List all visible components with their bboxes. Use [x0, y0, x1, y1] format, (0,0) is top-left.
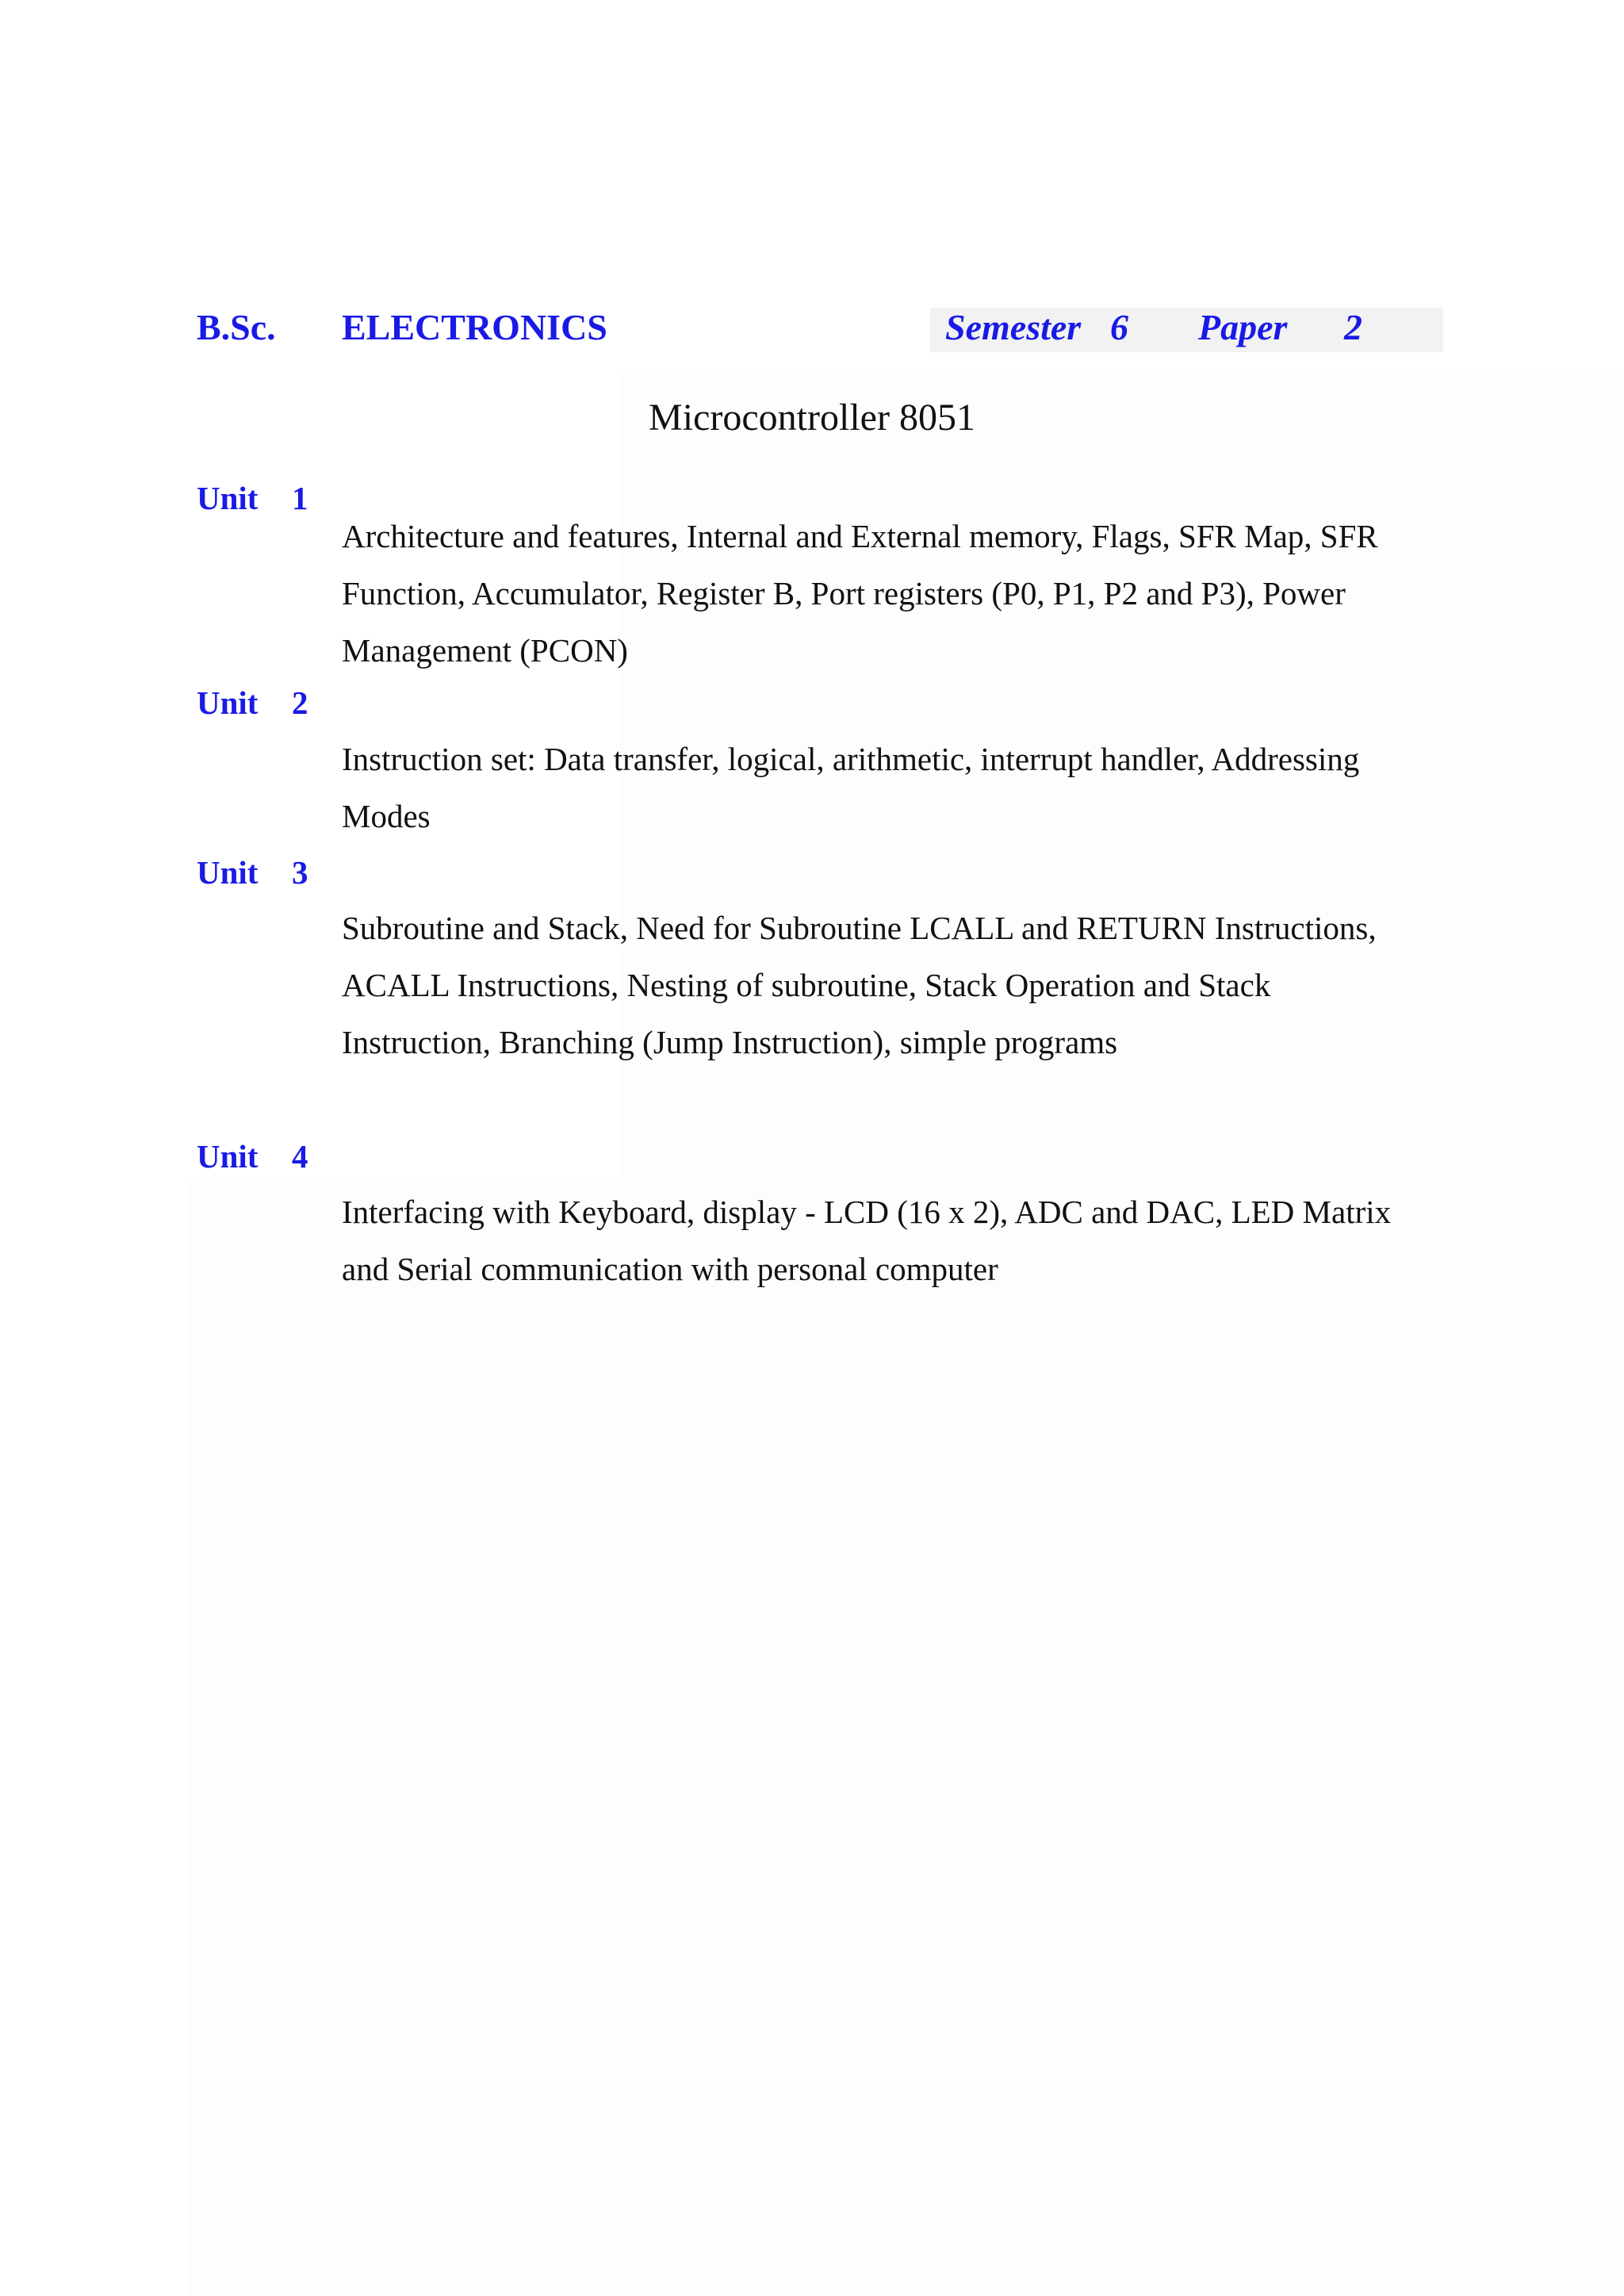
- unit-1-line: Management (PCON): [342, 632, 628, 669]
- unit-2-heading: [197, 680, 308, 725]
- unit-2-content: [342, 730, 1452, 845]
- paper-value: 2: [1344, 307, 1362, 347]
- course-title: [0, 393, 1624, 443]
- unit-1-number: 1: [292, 480, 308, 516]
- unit-2-label: Unit: [197, 684, 259, 721]
- unit-1-label: Unit: [197, 480, 259, 516]
- unit-4-label: Unit: [197, 1138, 259, 1175]
- course-title-text: Microcontroller 8051: [649, 397, 975, 439]
- unit-3-line: ACALL Instructions, Nesting of subroutine, Stack Operation and Stack: [342, 967, 1271, 1003]
- unit-3-number: 3: [292, 854, 308, 891]
- semester-label: Semester: [945, 307, 1082, 347]
- unit-3-label: Unit: [197, 854, 259, 891]
- unit-3-line: Instruction, Branching (Jump Instruction), simple programs: [342, 1024, 1118, 1060]
- unit-2-number: 2: [292, 684, 308, 721]
- unit-1-content: [342, 508, 1452, 679]
- unit-4-heading: [197, 1134, 308, 1179]
- unit-4-line: Interfacing with Keyboard, display - LCD (16 x 2), ADC and DAC, LED Matrix: [342, 1194, 1392, 1230]
- unit-1-line: Architecture and features, Internal and External memory, Flags, SFR Map, SFR: [342, 518, 1378, 554]
- unit-2-line: Modes: [342, 798, 431, 834]
- subject-label: ELECTRONICS: [342, 307, 607, 347]
- unit-4-line: and Serial communication with personal computer: [342, 1251, 998, 1287]
- unit-2-line: Instruction set: Data transfer, logical, arithmetic, interrupt handler, Addressing: [342, 741, 1360, 777]
- degree-label: B.Sc.: [197, 307, 276, 347]
- unit-4-number: 4: [292, 1138, 308, 1175]
- page-shading-lower: [187, 1182, 619, 2296]
- unit-3-content: [342, 899, 1452, 1071]
- unit-1-line: Function, Accumulator, Register B, Port registers (P0, P1, P2 and P3), Power: [342, 575, 1346, 611]
- unit-1-heading: [197, 476, 308, 520]
- semester-value: 6: [1110, 307, 1128, 347]
- unit-3-heading: [197, 850, 308, 895]
- paper-label: Paper: [1198, 307, 1288, 347]
- unit-3-line: Subroutine and Stack, Need for Subroutine LCALL and RETURN Instructions,: [342, 910, 1377, 946]
- unit-4-content: [342, 1183, 1452, 1297]
